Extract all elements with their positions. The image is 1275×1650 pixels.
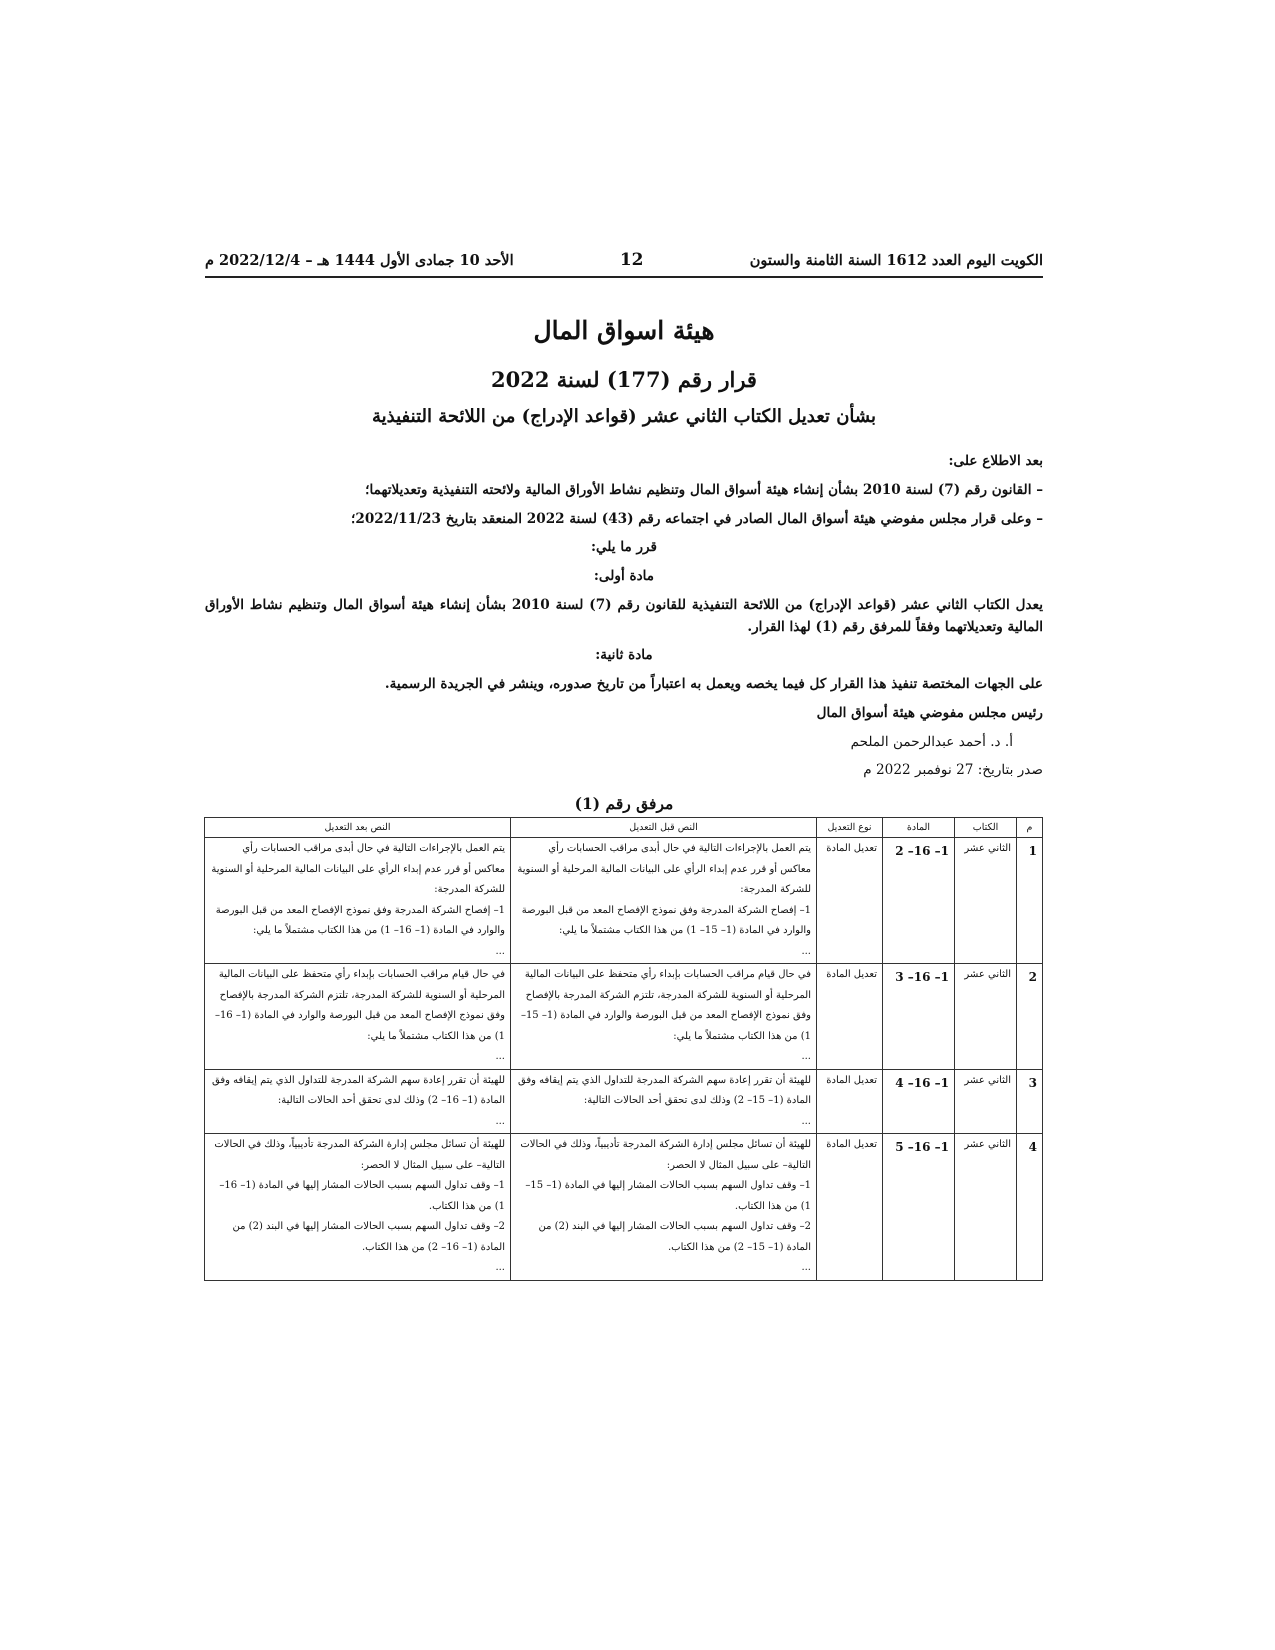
cell-paragraph: ...	[495, 1115, 505, 1127]
col-article: المادة	[883, 818, 955, 838]
row-text-after	[205, 838, 511, 964]
row-book: الثاني عشر	[955, 838, 1017, 964]
header-page-number: 12	[619, 250, 644, 270]
row-text-before	[511, 838, 817, 964]
row-book: الثاني عشر	[955, 1134, 1017, 1281]
row-article: 1– 16– 3	[883, 964, 955, 1070]
header-date: الأحد 10 جمادى الأول 1444 هـ – 2022/12/4 م	[205, 252, 514, 269]
cell-paragraph: 1– وقف تداول السهم بسبب الحالات المشار إليها في المادة (1– 16– 1) من هذا الكتاب.	[219, 1180, 505, 1212]
row-text-after	[205, 1069, 511, 1134]
issued-date: صدر بتاريخ: 27 نوفمبر 2022 م	[863, 762, 1043, 779]
article-2-heading: مادة ثانية:	[595, 647, 653, 664]
row-book: الثاني عشر	[955, 964, 1017, 1070]
row-index: 2	[1017, 964, 1043, 1070]
row-index: 1	[1017, 838, 1043, 964]
row-amendment-type: تعديل المادة	[817, 1069, 883, 1134]
row-article: 1– 16– 2	[883, 838, 955, 964]
col-amendment-type: نوع التعديل	[817, 818, 883, 838]
decision-body	[205, 451, 1043, 782]
row-text-before	[511, 964, 817, 1070]
cell-paragraph: يتم العمل بالإجراءات التالية في حال أبدى مراقب الحسابات رأي معاكس أو قرر عدم إبداء الرأي على البيانات المالية المرحلية أو السنوية للشركة المدرجة:	[517, 843, 811, 896]
table-row	[205, 1134, 1043, 1281]
row-book: الثاني عشر	[955, 1069, 1017, 1134]
annex-rows	[205, 838, 1043, 1281]
cell-paragraph: ...	[801, 1262, 811, 1274]
annex-table	[204, 817, 1043, 1281]
article-1-heading: مادة أولى:	[593, 568, 655, 584]
row-text-before	[511, 1134, 817, 1281]
article-2-text: على الجهات المختصة تنفيذ هذا القرار كل فيما يخصه ويعمل به اعتباراً من تاريخ صدوره، وينشر في الجريدة الرسمية.	[384, 676, 1043, 692]
cell-paragraph: يتم العمل بالإجراءات التالية في حال أبدى مراقب الحسابات رأي معاكس أو قرر عدم إبداء الرأي على البيانات المالية المرحلية أو السنوية للشركة المدرجة:	[211, 843, 505, 896]
cell-paragraph: 2– وقف تداول السهم بسبب الحالات المشار إليها في البند (2) من المادة (1– 16– 2) من هذا الكتاب.	[232, 1221, 505, 1253]
col-index: م	[1017, 818, 1043, 838]
row-amendment-type: تعديل المادة	[817, 964, 883, 1070]
col-text-after: النص بعد التعديل	[205, 818, 511, 838]
cell-paragraph: في حال قيام مراقب الحسابات بإبداء رأي متحفظ على البيانات المالية المرحلية أو السنوية للشركة المدرجة، تلتزم الشركة المدرجة بالإفصاح وفق نموذج الإفصاح المعد من قبل البورصة والوارد في المادة (1– 15– 1) من هذا الكتاب مشتملاً ما يلي:	[520, 969, 811, 1042]
table-row	[205, 1069, 1043, 1134]
cell-paragraph: ...	[495, 1051, 505, 1063]
cell-paragraph: 2– وقف تداول السهم بسبب الحالات المشار إليها في البند (2) من المادة (1– 15– 2) من هذا الكتاب.	[538, 1221, 811, 1253]
decision-title: قرار رقم (177) لسنة 2022	[491, 367, 757, 392]
cell-paragraph: للهيئة أن تقرر إعادة سهم الشركة المدرجة للتداول الذي يتم إيقافه وفق المادة (1– 16– 2) وذلك لدى تحقق أحد الحالات التالية:	[212, 1074, 505, 1107]
cell-paragraph: 1– وقف تداول السهم بسبب الحالات المشار إليها في المادة (1– 15– 1) من هذا الكتاب.	[525, 1180, 811, 1212]
row-article: 1– 16– 4	[883, 1069, 955, 1134]
row-text-before	[511, 1069, 817, 1134]
recital-board: – وعلى قرار مجلس مفوضي هيئة أسواق المال الصادر في اجتماعه رقم (43) لسنة 2022 المنعقد بتاريخ 2022/11/23؛	[351, 510, 1043, 527]
recital-law: – القانون رقم (7) لسنة 2010 بشأن إنشاء هيئة أسواق المال وتنظيم نشاط الأوراق المالية ولائحته التنفيذية وتعديلاتهما؛	[365, 481, 1043, 498]
signatory-title: رئيس مجلس مفوضي هيئة أسواق المال	[816, 704, 1043, 721]
decided-heading: قرر ما يلي:	[590, 539, 658, 556]
row-amendment-type: تعديل المادة	[817, 838, 883, 964]
row-amendment-type: تعديل المادة	[817, 1134, 883, 1281]
row-text-after	[205, 964, 511, 1070]
cell-paragraph: ...	[801, 1115, 811, 1127]
annex-header-row	[205, 818, 1043, 838]
cell-paragraph: في حال قيام مراقب الحسابات بإبداء رأي متحفظ على البيانات المالية المرحلية أو السنوية للشركة المدرجة، تلتزم الشركة المدرجة بالإفصاح وفق نموذج الإفصاح المعد من قبل البورصة والوارد في المادة (1– 16– 1) من هذا الكتاب مشتملاً ما يلي:	[214, 969, 505, 1042]
header-issue: الكويت اليوم العدد 1612 السنة الثامنة والستون	[749, 252, 1043, 269]
cell-paragraph: ...	[801, 1051, 811, 1063]
cell-paragraph: ...	[495, 1262, 505, 1274]
cell-paragraph: للهيئة أن تسائل مجلس إدارة الشركة المدرجة تأديبياً، وذلك في الحالات التالية– على سبيل المثال لا الحصر:	[214, 1139, 505, 1171]
annex-title: مرفق رقم (1)	[574, 794, 674, 813]
row-text-after	[205, 1134, 511, 1281]
cell-paragraph: ...	[495, 945, 505, 957]
cell-paragraph: ...	[801, 945, 811, 957]
cell-paragraph: للهيئة أن تقرر إعادة سهم الشركة المدرجة للتداول الذي يتم إيقافه وفق المادة (1– 15– 2) وذلك لدى تحقق أحد الحالات التالية:	[518, 1074, 811, 1107]
article-1-text: يعدل الكتاب الثاني عشر (قواعد الإدراج) من اللائحة التنفيذية للقانون رقم (7) لسنة 2010 بشأن إنشاء هيئة أسواق المال وتنظيم نشاط الأوراق المالية وتعديلاتهما وفقاً للمرفق رقم (1) لهذا القرار.	[205, 596, 1043, 635]
table-row	[205, 838, 1043, 964]
authority-title: هيئة اسواق المال	[533, 316, 715, 345]
cell-paragraph: للهيئة أن تسائل مجلس إدارة الشركة المدرجة تأديبياً، وذلك في الحالات التالية– على سبيل المثال لا الحصر:	[520, 1139, 811, 1171]
preamble: بعد الاطلاع على:	[948, 453, 1043, 469]
gazette-page	[205, 250, 1043, 1281]
cell-paragraph: 1– إفصاح الشركة المدرجة وفق نموذج الإفصاح المعد من قبل البورصة والوارد في المادة (1– 16– 1) من هذا الكتاب مشتملاً ما يلي:	[215, 904, 505, 937]
table-row	[205, 964, 1043, 1070]
page-header	[205, 250, 1043, 278]
cell-paragraph: 1– إفصاح الشركة المدرجة وفق نموذج الإفصاح المعد من قبل البورصة والوارد في المادة (1– 15– 1) من هذا الكتاب مشتملاً ما يلي:	[521, 904, 811, 937]
row-index: 3	[1017, 1069, 1043, 1134]
col-book: الكتاب	[955, 818, 1017, 838]
row-index: 4	[1017, 1134, 1043, 1281]
col-text-before: النص قبل التعديل	[511, 818, 817, 838]
signatory-name: أ. د. أحمد عبدالرحمن الملحم	[850, 733, 1013, 750]
decision-subject: بشأن تعديل الكتاب الثاني عشر (قواعد الإدراج) من اللائحة التنفيذية	[372, 406, 876, 427]
row-article: 1– 16– 5	[883, 1134, 955, 1281]
